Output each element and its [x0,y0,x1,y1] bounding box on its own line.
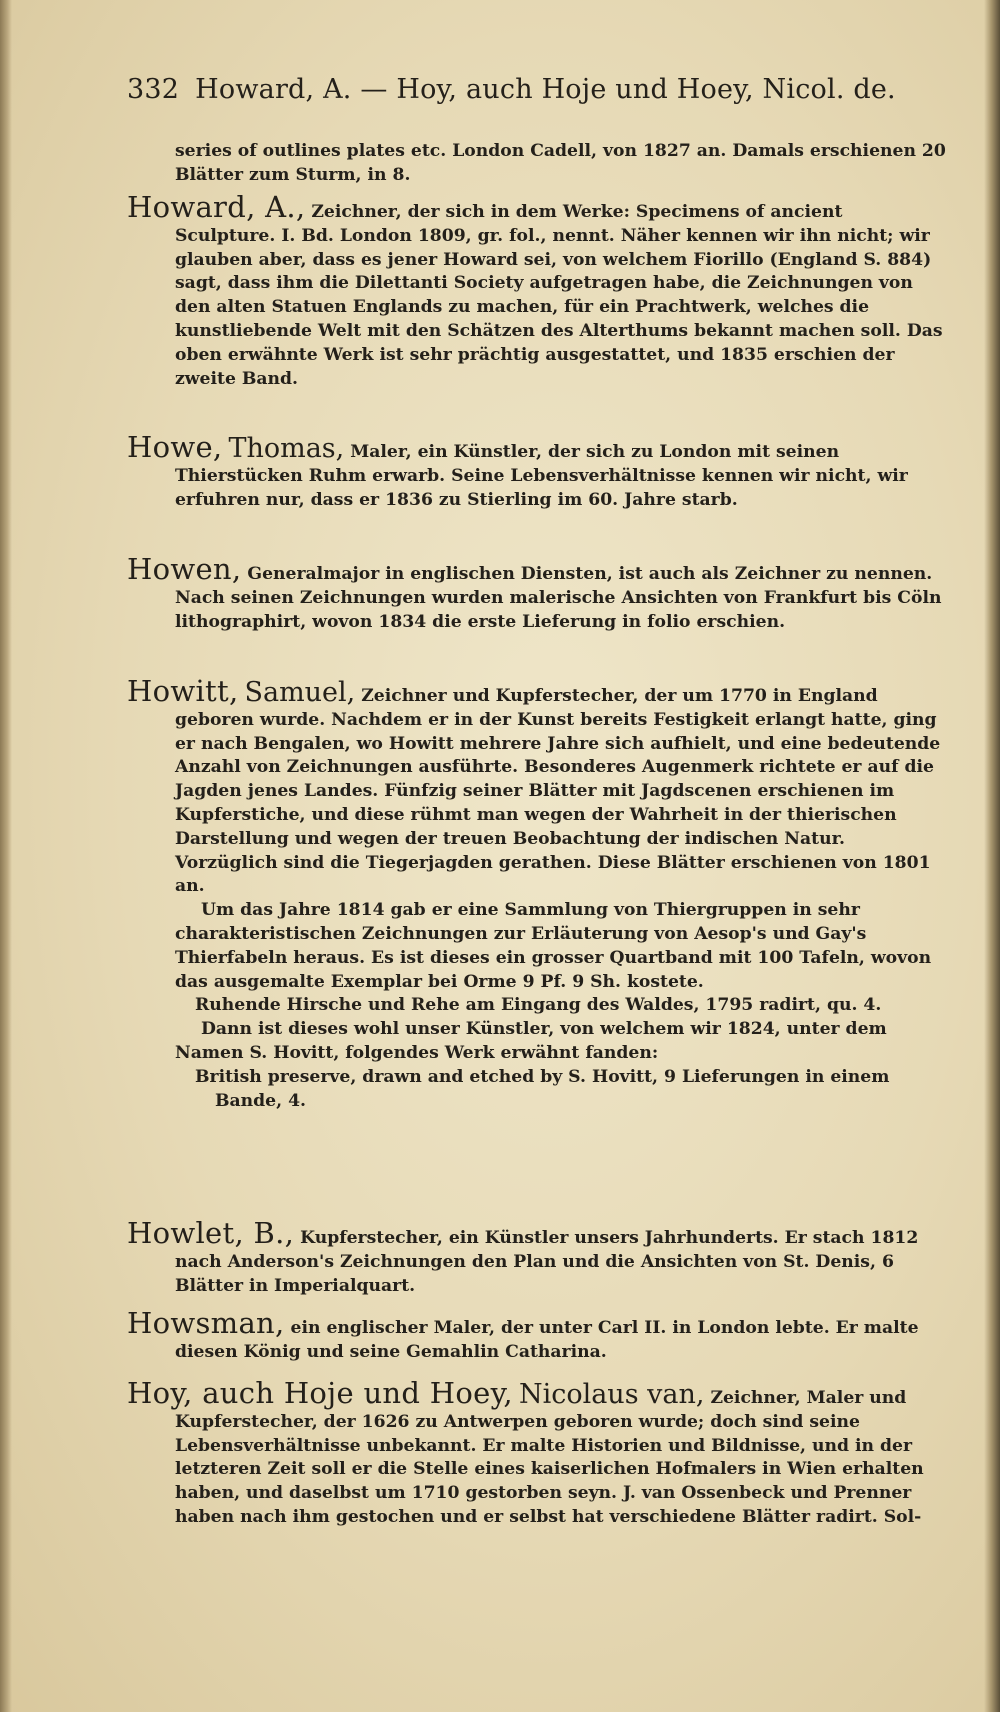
entry-headword: Howard, A., [127,190,306,224]
entry-continuation [127,140,947,188]
entry-text: Generalmajor in englischen Diensten, ist auch als Zeichner zu nennen. Nach seinen Zeichnungen wurden malerische Ansichten von Frankfurt bis Cöln lithographirt, wovon 1834 die erste Lieferung in folio erschien. [175,564,942,632]
entry-text: Zeichner, Maler und Kupferstecher, der 1626 zu Antwerpen geboren wurde; doch sind seine Lebensverhältnisse unbekannt. Er malte Historien und Bildnisse, und in der letzteren Zeit soll er die Stelle eines kaiserlichen Hofmalers in Wien erhalten haben, und daselbst um 1710 gestorben seyn. J. van Ossenbeck und Prenner haben nach ihm gestochen und er selbst hat verschiedene Blätter radirt. Sol- [175,1388,924,1527]
entry-text: series of outlines plates etc. London Cadell, von 1827 an. Damals erschienen 20 Blätter zum Sturm, in 8. [175,141,946,185]
entry-name: Thomas, [228,433,345,464]
entry-work: British preserve, drawn and etched by S. Hovitt, 9 Lieferungen in einem Bande, 4. [195,1066,890,1111]
entry-howitt [127,674,947,1113]
entry-howsman [127,1306,947,1365]
entry-headword: Howen, [127,552,242,586]
entry-text: Maler, ein Künstler, der sich zu London mit seinen Thierstücken Ruhm erwarb. Seine Lebensverhältnisse kennen wir nicht, wir erfuhren nur, dass er 1836 zu Stierling im 60. Jahre starb. [175,442,908,510]
entry-howlet [127,1216,947,1298]
entry-hoy [127,1376,947,1530]
entry-headword: Howitt, [127,674,239,708]
entry-paragraph: Um das Jahre 1814 gab er eine Sammlung von Thiergruppen in sehr charakteristischen Zeichnungen zur Erläuterung von Aesop's und Gay's Thierfabeln heraus. Es ist dieses ein grosser Quartband mit 100 Tafeln, wovon das ausgemalte Exemplar bei Orme 9 Pf. 9 Sh. kostete. [175,900,932,992]
entry-name: Nicolaus van, [518,1379,705,1410]
entry-text: ein englischer Maler, der unter Carl II. in London lebte. Er malte diesen König und seine Gemahlin Catharina. [175,1318,919,1362]
entry-howard [127,190,947,391]
entry-text: Kupferstecher, ein Künstler unsers Jahrhunderts. Er stach 1812 nach Anderson's Zeichnungen den Plan und die Ansichten von St. Denis, 6 Blätter in Imperialquart. [175,1228,919,1296]
entry-howe [127,430,947,512]
entry-headword: Howe, [127,430,223,464]
page-right-edge [984,0,1000,1712]
entry-text: Zeichner, der sich in dem Werke: Specimens of ancient Sculpture. I. Bd. London 1809, gr. fol., nennt. Näher kennen wir ihn nicht; wir glauben aber, dass es jener Howard sei, von welchem Fiorillo (England S. 884) sagt, dass ihm die Dilettanti Society aufgetragen habe, die Zeichnungen von den alten Statuen Englands zu machen, für ein Prachtwerk, welches die kunstliebende Welt mit den Schätzen des Alterthums bekannt machen soll. Das oben erwähnte Werk ist sehr prächtig ausgestattet, und 1835 erschien der zweite Band. [175,202,943,389]
running-title: Howard, A. — Hoy, auch Hoje und Hoey, Nicol. de. [195,74,896,105]
entry-paragraph: Dann ist dieses wohl unser Künstler, von welchem wir 1824, unter dem Namen S. Hovitt, folgendes Werk erwähnt fanden: [175,1019,887,1063]
entry-work: Ruhende Hirsche und Rehe am Eingang des Waldes, 1795 radirt, qu. 4. [195,995,882,1016]
entry-howen [127,552,947,634]
entry-headword: Howsman, [127,1306,285,1340]
page-left-edge [0,0,12,1712]
running-header [127,74,937,105]
entry-headword: Hoy, auch Hoje und Hoey, [127,1376,513,1410]
page-number: 332 [127,74,180,105]
entry-name: Samuel, [244,677,356,708]
entry-headword: Howlet, B., [127,1216,295,1250]
entry-text: Zeichner und Kupferstecher, der um 1770 in England geboren wurde. Nachdem er in der Kunst bereits Festigkeit erlangt hatte, ging er nach Bengalen, wo Howitt mehrere Jahre sich aufhielt, und eine bedeutende Anzahl von Zeichnungen ausführte. Besonderes Augenmerk richtete er auf die Jagden jenes Landes. Fünfzig seiner Blätter mit Jagdscenen erschienen im Kupferstiche, und diese rühmt man wegen der Wahrheit in der thierischen Darstellung und wegen der treuen Beobachtung der indischen Natur. Vorzüglich sind die Tiegerjagden gerathen. Diese Blätter erschienen von 1801 an. [175,686,941,897]
